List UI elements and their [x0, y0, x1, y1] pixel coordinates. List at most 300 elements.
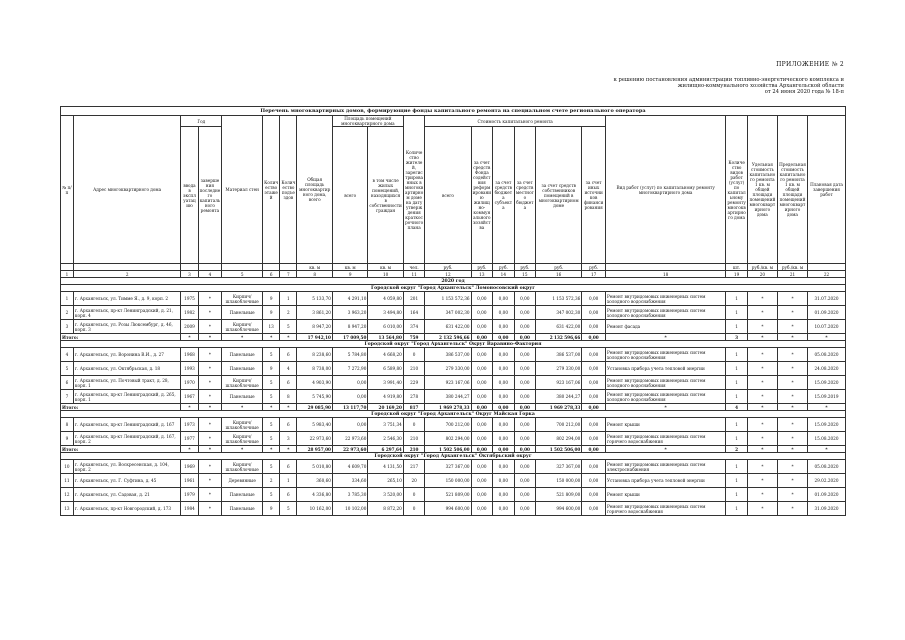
table-cell: 210 — [403, 362, 425, 376]
table-cell: * — [777, 348, 807, 362]
capital-repair-table — [60, 106, 846, 516]
table-cell: 334,60 — [332, 474, 367, 488]
col-header-area-group: Площадь помещений многоквартирного дома — [332, 116, 403, 127]
column-number-cell: 16 — [536, 271, 582, 278]
table-cell: г. Архангельск, пр-кт Ленинградский, д. 167, корп. 2 — [73, 432, 181, 446]
table-cell: 3 861,20 — [297, 306, 332, 320]
table-cell: 0,00 — [493, 292, 515, 306]
table-cell: 1969 — [181, 460, 198, 474]
total-cell: 1 969 278,33 — [536, 404, 582, 411]
table-cell: 802 294,00 — [536, 432, 582, 446]
table-cell: 0,00 — [514, 488, 536, 502]
total-cell: 817 — [403, 404, 425, 411]
table-cell: 1 — [726, 362, 748, 376]
table-cell: 279 330,00 — [425, 362, 471, 376]
appendix-label: ПРИЛОЖЕНИЕ № 2 — [776, 61, 844, 68]
table-cell: Панельные — [222, 488, 263, 502]
col-header-year-group: Год — [181, 116, 222, 127]
col-header-entrances: Количество подъездов — [280, 116, 297, 264]
table-cell: 0,00 — [514, 418, 536, 432]
table-cell: 0,00 — [493, 348, 515, 362]
table-cell: 1 153 572,36 — [536, 292, 582, 306]
table-cell: * — [198, 390, 222, 404]
table-cell: 5 — [263, 418, 280, 432]
table-cell: 1967 — [181, 390, 198, 404]
col-header-floors: Количество этажей — [263, 116, 280, 264]
table-cell: * — [777, 460, 807, 474]
table-cell: 01.09.2020 — [808, 488, 846, 502]
table-cell: 0,00 — [471, 474, 493, 488]
table-cell: 0,00 — [582, 390, 606, 404]
table-cell: Ремонт внутридомовых инженерных систем холодного водоснабжения — [605, 292, 725, 306]
table-cell: 1993 — [181, 362, 198, 376]
total-cell: * — [605, 334, 725, 341]
table-cell: 0,00 — [582, 474, 606, 488]
table-cell: Панельные — [222, 390, 263, 404]
table-cell: 10.07.2020 — [808, 320, 846, 334]
table-cell: 210 — [403, 432, 425, 446]
total-cell: * — [747, 404, 777, 411]
table-cell: * — [198, 488, 222, 502]
table-cell: Ремонт внутридомовых инженерных систем горячего водоснабжения — [605, 432, 725, 446]
table-cell: 0,00 — [582, 376, 606, 390]
table-cell: 0,00 — [471, 320, 493, 334]
col-header-specific-cost: Удельная стоимость капитального ремонта 1 кв. м общей площади помещений многоквартирного дома — [747, 116, 777, 264]
table-row — [61, 502, 846, 516]
table-cell: 0,00 — [514, 390, 536, 404]
table-row — [61, 390, 846, 404]
unit-cell — [198, 264, 222, 271]
column-number-cell: 1 — [61, 271, 74, 278]
table-cell: 0,00 — [514, 460, 536, 474]
total-cell: * — [222, 446, 263, 453]
table-row — [61, 348, 846, 362]
table-cell: 0,00 — [582, 348, 606, 362]
table-cell: 6 — [61, 376, 74, 390]
table-cell: 0,00 — [514, 432, 536, 446]
table-cell: 374 — [403, 320, 425, 334]
year-heading: 2020 год — [61, 278, 846, 285]
table-cell: 994 600,00 — [425, 502, 471, 516]
section-title: Городской округ "Город Архангельск" Округ Варавино-Фактория — [61, 341, 846, 348]
table-cell: 8 — [280, 390, 297, 404]
unit-cell: руб./кв. м — [747, 264, 777, 271]
table-cell: * — [777, 306, 807, 320]
table-cell: * — [747, 306, 777, 320]
section-heading-row — [61, 453, 846, 460]
table-cell: * — [777, 432, 807, 446]
table-cell: * — [198, 376, 222, 390]
table-cell: 6 589,80 — [368, 362, 403, 376]
table-cell: 1 — [280, 292, 297, 306]
total-cell: 210 — [403, 446, 425, 453]
total-cell: 0,00 — [493, 334, 515, 341]
table-cell: 1 153 572,36 — [425, 292, 471, 306]
header-line-3: от 24 июня 2020 года № 18-п — [764, 89, 844, 95]
total-cell: 22 973,60 — [332, 446, 367, 453]
table-cell: 380 244,27 — [425, 390, 471, 404]
total-cell: 0,00 — [493, 446, 515, 453]
column-number-cell: 21 — [777, 271, 807, 278]
table-cell: 3 520,00 — [368, 488, 403, 502]
column-number-cell: 7 — [280, 271, 297, 278]
table-cell: 9 — [263, 306, 280, 320]
total-row — [61, 446, 846, 453]
table-cell: 1 — [726, 460, 748, 474]
table-cell: 1 — [61, 292, 74, 306]
total-cell: * — [181, 446, 198, 453]
table-cell: 8 738,00 — [297, 362, 332, 376]
table-cell: г. Архангельск, ул. Г. Суфтина, д. 45 — [73, 474, 181, 488]
col-header-cost-fund: за счет средств Фонда содействия реформированию жилищно-коммунального хозяйства — [471, 127, 493, 264]
table-cell: * — [198, 362, 222, 376]
table-cell: 521 809,00 — [536, 488, 582, 502]
table-cell: Ремонт внутридомовых инженерных систем холодного водоснабжения — [605, 348, 725, 362]
table-cell: 0 — [403, 502, 425, 516]
column-number-cell: 2 — [73, 271, 181, 278]
table-cell: 1970 — [181, 376, 198, 390]
table-cell: 386 537,00 — [536, 348, 582, 362]
table-cell: 5 — [263, 460, 280, 474]
table-cell: 4 336,80 — [297, 488, 332, 502]
table-cell: 0,00 — [514, 320, 536, 334]
table-cell: 11 — [61, 474, 74, 488]
col-header-work-count: Количество видов работ (услуг) по капитальному ремонту многоквартирного дома — [726, 116, 748, 264]
table-row — [61, 320, 846, 334]
total-cell: 0,00 — [471, 404, 493, 411]
table-cell: 6 — [280, 418, 297, 432]
table-cell: 4 609,70 — [332, 460, 367, 474]
table-cell: 15.09.2020 — [808, 376, 846, 390]
column-number-cell: 15 — [514, 271, 536, 278]
table-cell: Ремонт крыши — [605, 418, 725, 432]
table-cell: 327 367,00 — [425, 460, 471, 474]
unit-cell: шт. — [726, 264, 748, 271]
col-header-wall-material: Материал стен — [222, 116, 263, 264]
table-cell: * — [747, 474, 777, 488]
total-cell: 1 969 278,33 — [425, 404, 471, 411]
table-cell: 347 002,30 — [536, 306, 582, 320]
table-cell: 8 947,20 — [297, 320, 332, 334]
unit-cell: руб. — [514, 264, 536, 271]
table-cell: * — [198, 348, 222, 362]
table-cell: 0,00 — [582, 432, 606, 446]
table-cell: 6 010,00 — [368, 320, 403, 334]
table-row — [61, 292, 846, 306]
table-cell: 0,00 — [493, 376, 515, 390]
table-cell: 0,00 — [332, 390, 367, 404]
total-cell: 29 085,90 — [297, 404, 332, 411]
col-header-cost-owners: за счет средств собственников помещений в многоквартирном доме — [536, 127, 582, 264]
table-cell: 5 784,80 — [332, 348, 367, 362]
table-cell: 10 — [61, 460, 74, 474]
total-cell: 3 — [726, 334, 748, 341]
table-cell: 3 494,80 — [368, 306, 403, 320]
col-header-last-repair: завершения последнего капитального ремонта — [198, 127, 222, 264]
table-cell: * — [198, 474, 222, 488]
table-cell: Панельные — [222, 348, 263, 362]
table-cell: 0,00 — [493, 460, 515, 474]
table-cell: 2009 — [181, 320, 198, 334]
table-cell: * — [777, 292, 807, 306]
section-heading-row — [61, 411, 846, 418]
table-cell: * — [777, 502, 807, 516]
column-number-cell: 10 — [368, 271, 403, 278]
table-cell: 5 — [280, 502, 297, 516]
table-cell: 4 668,20 — [368, 348, 403, 362]
table-cell: г. Архангельск, ул. Почтовый тракт, д. 28, корп. 1 — [73, 376, 181, 390]
table-cell: 1984 — [181, 502, 198, 516]
unit-cell: чел. — [403, 264, 425, 271]
table-cell: 7 272,90 — [332, 362, 367, 376]
table-cell: 0,00 — [514, 362, 536, 376]
table-cell: 4 919,80 — [368, 390, 403, 404]
table-cell: 6 — [280, 348, 297, 362]
table-cell: 1961 — [181, 474, 198, 488]
table-cell: 0,00 — [471, 432, 493, 446]
table-cell: 0,00 — [514, 292, 536, 306]
table-cell: Кирпич/шлакоблочные — [222, 418, 263, 432]
unit-cell: руб. — [493, 264, 515, 271]
table-cell: 201 — [403, 292, 425, 306]
units-row — [61, 264, 846, 271]
table-cell: Кирпич/шлакоблочные — [222, 460, 263, 474]
table-cell: 5 — [61, 362, 74, 376]
table-cell: 0,00 — [514, 306, 536, 320]
table-cell: * — [747, 348, 777, 362]
total-label: Итого: — [61, 404, 181, 411]
table-cell: 164 — [403, 306, 425, 320]
total-cell: * — [222, 334, 263, 341]
table-cell: * — [747, 292, 777, 306]
column-number-cell: 4 — [198, 271, 222, 278]
section-heading-row — [61, 285, 846, 292]
total-cell: * — [747, 334, 777, 341]
table-cell: 1 — [726, 390, 748, 404]
table-cell: 5 — [263, 488, 280, 502]
total-cell: * — [777, 404, 807, 411]
column-number-cell: 22 — [808, 271, 846, 278]
table-cell: 0,00 — [582, 306, 606, 320]
total-cell: 17 942,10 — [297, 334, 332, 341]
table-cell: 3 751,34 — [368, 418, 403, 432]
column-number-cell: 14 — [493, 271, 515, 278]
total-cell: 2 — [726, 446, 748, 453]
table-cell: 22 973,60 — [332, 432, 367, 446]
table-cell: 20 — [403, 474, 425, 488]
table-cell: 0 — [403, 348, 425, 362]
table-cell: 01.09.2020 — [808, 306, 846, 320]
total-cell: 0,00 — [582, 404, 606, 411]
table-cell: Панельные — [222, 362, 263, 376]
table-cell: 0,00 — [582, 320, 606, 334]
col-header-limit-cost: Предельная стоимость капитального ремонта 1 кв. м общей площади помещений многоквартирного дома — [777, 116, 807, 264]
table-cell: 5 010,80 — [297, 460, 332, 474]
table-cell: * — [198, 418, 222, 432]
col-header-area-all: всего — [332, 127, 367, 264]
table-cell: 3 — [61, 320, 74, 334]
table-cell: г. Архангельск, пр-кт Ленинградский, д. 167 — [73, 418, 181, 432]
unit-cell: руб./кв. м — [777, 264, 807, 271]
table-cell: 386 537,00 — [425, 348, 471, 362]
column-number-cell: 13 — [471, 271, 493, 278]
table-cell: * — [747, 390, 777, 404]
section-title: Городской округ "Город Архангельск" Октябрьский округ — [61, 453, 846, 460]
table-cell: 15.09.2019 — [808, 390, 846, 404]
total-row — [61, 334, 846, 341]
table-cell: 0,00 — [493, 390, 515, 404]
table-cell: 0,00 — [471, 418, 493, 432]
col-header-area-owned: в том числе жилых помещений, находящихся в собственности граждан — [368, 127, 403, 264]
table-cell: Панельные — [222, 502, 263, 516]
col-header-num: № п/п — [61, 116, 74, 264]
total-cell: * — [263, 404, 280, 411]
total-cell: 0,00 — [514, 404, 536, 411]
unit-cell — [280, 264, 297, 271]
table-cell: 05.08.2020 — [808, 460, 846, 474]
column-number-cell: 5 — [222, 271, 263, 278]
column-number-cell: 17 — [582, 271, 606, 278]
total-cell: * — [777, 446, 807, 453]
table-cell: 5 — [263, 390, 280, 404]
table-cell: г. Архангельск, пр-кт Ленинградский, д. 21, корп. 4 — [73, 306, 181, 320]
table-cell: 0,00 — [514, 348, 536, 362]
table-cell: Установка прибора учета тепловой энергии — [605, 474, 725, 488]
total-cell: * — [263, 446, 280, 453]
table-cell: 521 809,00 — [425, 488, 471, 502]
table-cell: Ремонт фасада — [605, 320, 725, 334]
table-cell: 1 — [726, 418, 748, 432]
table-cell: * — [198, 306, 222, 320]
unit-cell: руб. — [536, 264, 582, 271]
table-cell: Кирпич/шлакоблочные — [222, 432, 263, 446]
section-title: Городской округ "Город Архангельск" Округ Майская Горка — [61, 411, 846, 418]
table-cell: 0,00 — [471, 488, 493, 502]
table-cell: 24.08.2020 — [808, 362, 846, 376]
table-cell: 6 — [280, 376, 297, 390]
total-cell: 20 169,20 — [368, 404, 403, 411]
col-header-cost-group: Стоимость капитального ремонта — [425, 116, 606, 127]
table-cell: * — [198, 432, 222, 446]
table-row — [61, 376, 846, 390]
table-cell: * — [777, 320, 807, 334]
total-cell: * — [777, 334, 807, 341]
table-cell: * — [198, 460, 222, 474]
table-cell: 5 745,90 — [297, 390, 332, 404]
table-cell: 0,00 — [332, 376, 367, 390]
table-cell: * — [747, 488, 777, 502]
column-number-cell: 9 — [332, 271, 367, 278]
table-row — [61, 488, 846, 502]
total-label: Итого: — [61, 334, 181, 341]
unit-cell: руб. — [582, 264, 606, 271]
table-cell: 265,10 — [368, 474, 403, 488]
table-cell: 2 — [280, 306, 297, 320]
total-cell: * — [747, 446, 777, 453]
table-cell: 700 212,00 — [425, 418, 471, 432]
table-cell: Кирпич/шлакоблочные — [222, 320, 263, 334]
section-title: Городской округ "Город Архангельск" Ломоносовский округ — [61, 285, 846, 292]
table-cell: * — [747, 418, 777, 432]
table-cell: * — [198, 320, 222, 334]
table-cell: 5 133,70 — [297, 292, 332, 306]
table-cell: 31.09.2020 — [808, 502, 846, 516]
table-cell: 3 991,40 — [368, 376, 403, 390]
table-cell: 1 — [726, 292, 748, 306]
table-cell: 802 294,00 — [425, 432, 471, 446]
table-cell: * — [747, 502, 777, 516]
column-number-cell: 19 — [726, 271, 748, 278]
table-cell: 4 — [280, 362, 297, 376]
column-numbers-row — [61, 271, 846, 278]
table-cell: г. Архангельск, ул. Садовая, д. 21 — [73, 488, 181, 502]
table-cell: г. Архангельск, ул. Тимме Я., д. 9, корп. 2 — [73, 292, 181, 306]
table-cell: Ремонт внутридомовых инженерных систем холодного водоснабжения — [605, 306, 725, 320]
total-cell: 0,00 — [582, 446, 606, 453]
table-cell: 0,00 — [582, 418, 606, 432]
unit-cell: кв. м — [368, 264, 403, 271]
table-cell: 1 — [726, 376, 748, 390]
table-cell: 22 973,60 — [297, 432, 332, 446]
unit-cell: кв. м — [297, 264, 332, 271]
table-cell: 0,00 — [582, 502, 606, 516]
col-header-cost-total: всего — [425, 127, 471, 264]
total-cell: 0,00 — [471, 446, 493, 453]
table-cell: 8 947,20 — [332, 320, 367, 334]
table-cell: 1968 — [181, 348, 198, 362]
total-cell: * — [605, 404, 725, 411]
table-cell: 0,00 — [471, 460, 493, 474]
table-cell: * — [777, 488, 807, 502]
table-cell: 1 — [726, 320, 748, 334]
total-cell: * — [198, 334, 222, 341]
table-title: Перечень многоквартирных домов, формирующие фонды капитального ремонта на специальном счете регионального оператора — [61, 107, 846, 116]
total-cell: 17 009,50 — [332, 334, 367, 341]
total-cell: 0,00 — [471, 334, 493, 341]
total-cell: 0,00 — [514, 334, 536, 341]
table-cell: 631 422,00 — [425, 320, 471, 334]
column-number-cell: 12 — [425, 271, 471, 278]
table-row — [61, 306, 846, 320]
table-cell: Деревянные — [222, 474, 263, 488]
table-cell: 1 — [726, 474, 748, 488]
table-cell: г. Архангельск, пр-кт Ленинградский, д. 265, корп. 1 — [73, 390, 181, 404]
table-cell: 1979 — [181, 488, 198, 502]
table-cell: 4 903,90 — [297, 376, 332, 390]
table-cell: 0,00 — [471, 306, 493, 320]
total-cell: 6 297,64 — [368, 446, 403, 453]
table-cell: 12 — [61, 488, 74, 502]
total-cell: * — [222, 404, 263, 411]
table-cell: * — [777, 376, 807, 390]
table-cell: 0,00 — [493, 432, 515, 446]
table-cell: 8 238,60 — [297, 348, 332, 362]
table-cell: 5 983,40 — [297, 418, 332, 432]
table-cell: 8 872,20 — [368, 502, 403, 516]
table-cell: г. Архангельск, ул. Розы Люксембург, д. 46, корп. 3 — [73, 320, 181, 334]
column-number-cell: 6 — [263, 271, 280, 278]
table-cell: 31.07.2020 — [808, 292, 846, 306]
table-row — [61, 362, 846, 376]
table-cell: г. Архангельск, пр-кт Новгородский, д. 173 — [73, 502, 181, 516]
table-cell: 1977 — [181, 432, 198, 446]
table-cell: * — [747, 460, 777, 474]
total-cell: * — [605, 446, 725, 453]
table-cell: 380 244,27 — [536, 390, 582, 404]
table-cell: 0,00 — [493, 488, 515, 502]
table-cell: 15.09.2020 — [808, 418, 846, 432]
table-cell: 0,00 — [582, 292, 606, 306]
